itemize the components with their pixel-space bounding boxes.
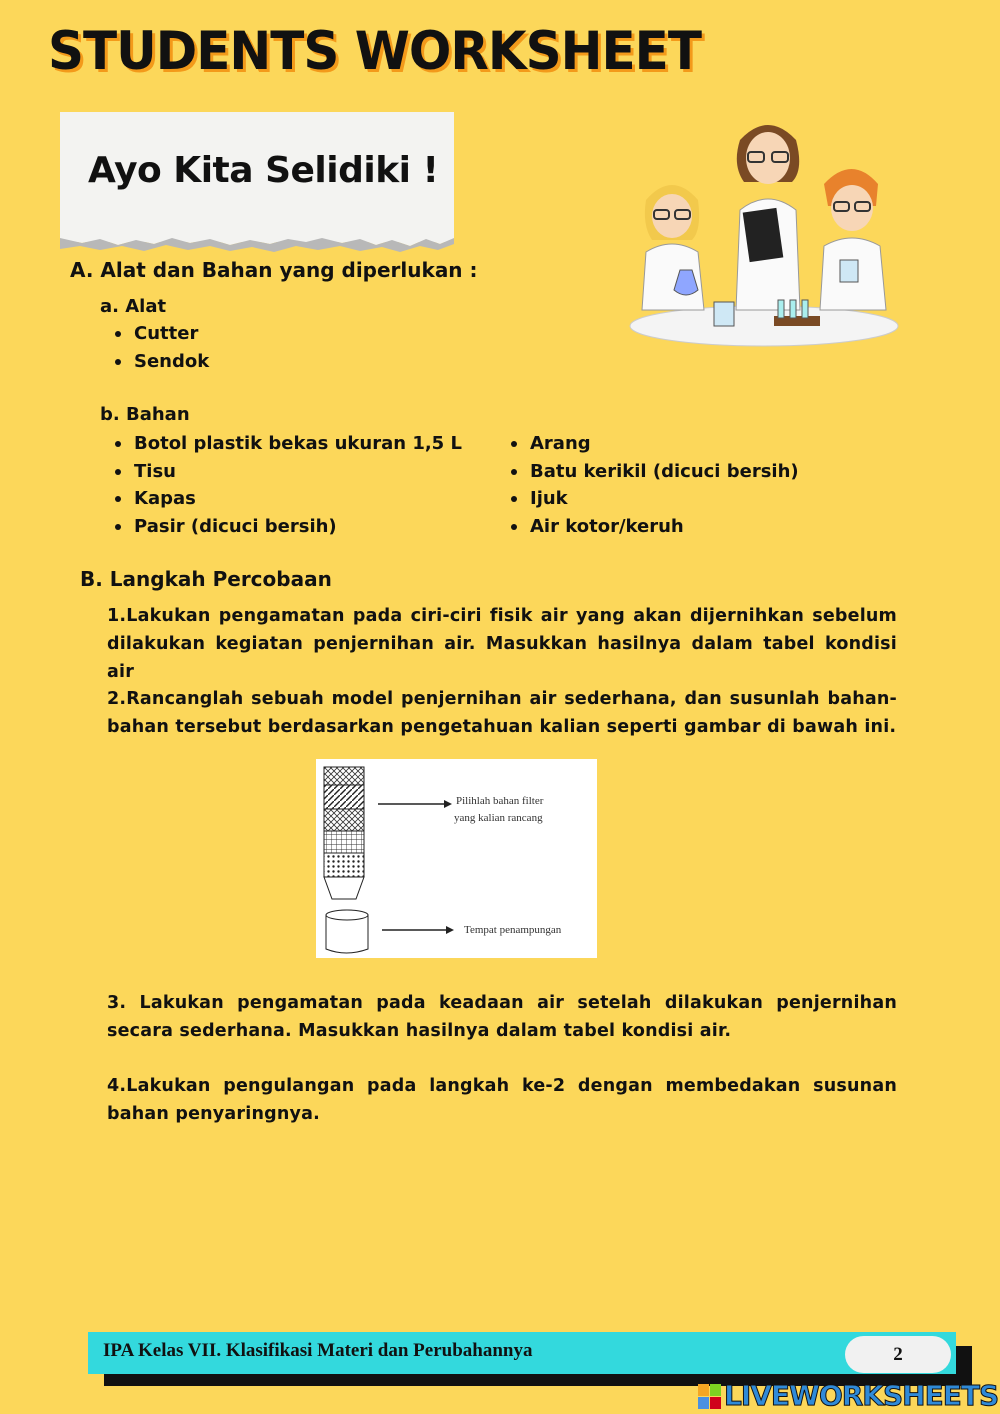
- alat-list: [108, 320, 209, 375]
- list-item: Sendok: [108, 348, 209, 376]
- step-3: 3. Lakukan pengamatan pada keadaan air setelah dilakukan penjernihan secara sederhana. Masukkan hasilnya dalam tabel kondisi air.: [107, 993, 897, 1041]
- liveworksheets-watermark: LIVEWORKSHEETS: [724, 1379, 999, 1412]
- filter-diagram: [316, 759, 597, 958]
- alat-label: a. Alat: [100, 296, 167, 317]
- scientists-illustration: [628, 110, 900, 350]
- step-1: 1.Lakukan pengamatan pada ciri-ciri fisik air yang akan dijernihkan sebelum dilakukan kegiatan penjernihan air. Masukkan hasilnya dalam tabel kondisi air: [107, 606, 897, 682]
- container-label: Tempat penampungan: [464, 924, 562, 936]
- worksheet-title: STUDENTS WORKSHEET: [48, 20, 701, 82]
- list-item: Arang: [504, 430, 799, 458]
- list-item: Batu kerikil (dicuci bersih): [504, 458, 799, 486]
- bahan-list-left: [108, 430, 462, 540]
- list-item: Kapas: [108, 485, 462, 513]
- list-item: Botol plastik bekas ukuran 1,5 L: [108, 430, 462, 458]
- list-item: Pasir (dicuci bersih): [108, 513, 462, 541]
- list-item: Air kotor/keruh: [504, 513, 799, 541]
- list-item: Ijuk: [504, 485, 799, 513]
- list-item: Cutter: [108, 320, 209, 348]
- filter-label-1: Pilihlah bahan filter: [456, 795, 544, 807]
- torn-paper-edge: [60, 230, 454, 256]
- section-a-heading: A. Alat dan Bahan yang diperlukan :: [70, 258, 478, 282]
- investigate-heading: Ayo Kita Selidiki !: [88, 150, 439, 191]
- step-2: 2.Rancanglah sebuah model penjernihan air sederhana, dan susunlah bahan-bahan tersebut berdasarkan pengetahuan kalian seperti gambar di bawah ini.: [107, 689, 897, 737]
- list-item: Tisu: [108, 458, 462, 486]
- step-4: 4.Lakukan pengulangan pada langkah ke-2 dengan membedakan susunan bahan penyaringnya.: [107, 1076, 897, 1124]
- footer-course-title: IPA Kelas VII. Klasifikasi Materi dan Perubahannya: [103, 1340, 533, 1361]
- bahan-list-right: [504, 430, 799, 540]
- page-number: 2: [845, 1336, 951, 1373]
- section-b-heading: B. Langkah Percobaan: [80, 567, 332, 591]
- liveworksheets-logo-icon: [698, 1384, 722, 1410]
- filter-label-2: yang kalian rancang: [454, 812, 543, 824]
- bahan-label: b. Bahan: [100, 404, 190, 425]
